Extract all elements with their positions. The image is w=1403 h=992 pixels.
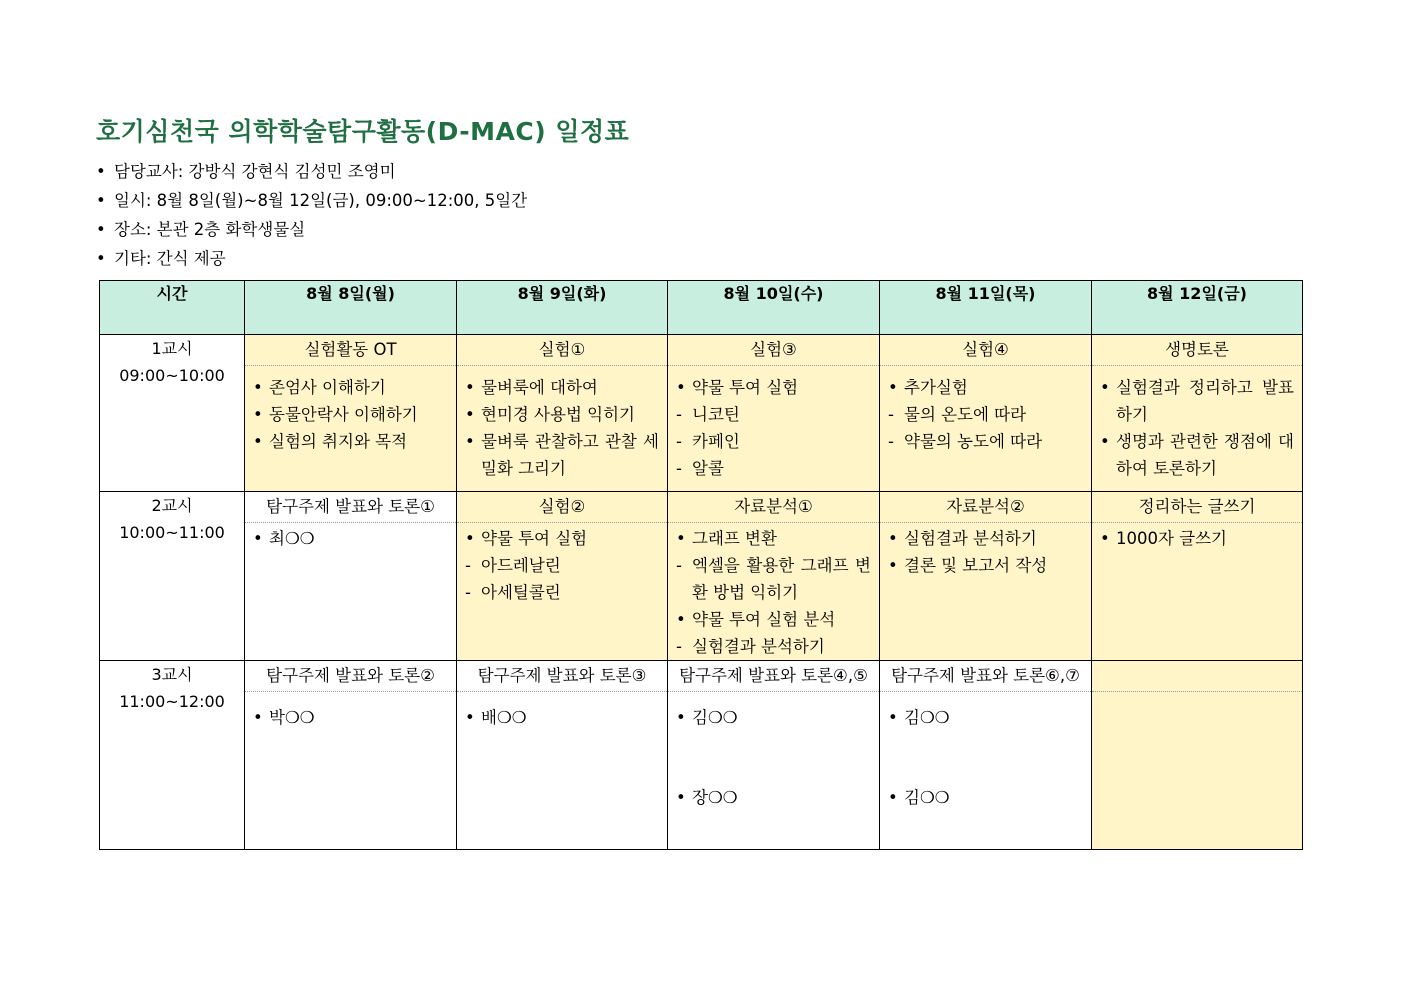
activity-items [457, 366, 667, 482]
info-item-teachers: • 담당교사: 강방식 강현식 김성민 조영미 [96, 157, 527, 186]
period-label [100, 335, 245, 492]
period-time: 10:00~11:00 [119, 523, 225, 542]
header-day-1: 8월 8일(월) [245, 281, 457, 335]
activity-items [880, 523, 1091, 579]
activity-title: 실험① [457, 335, 667, 366]
schedule-cell [245, 492, 457, 661]
schedule-cell [1092, 335, 1303, 492]
list-item: • 실험결과 정리하고 발표하기 [1100, 378, 1294, 424]
list-item: - 니코틴 [676, 405, 740, 424]
info-text: 기타: 간식 제공 [114, 249, 226, 268]
list-item: • 약물 투여 실험 [676, 378, 799, 397]
header-time: 시간 [100, 281, 245, 335]
header-day-3: 8월 10일(수) [668, 281, 880, 335]
activity-title: 탐구주제 발표와 토론① [245, 492, 456, 523]
list-item: - 알콜 [676, 459, 724, 478]
list-item: • 박❍❍ [253, 708, 315, 727]
activity-title: 실험② [457, 492, 667, 523]
list-item: - 아세틸콜린 [465, 583, 561, 602]
header-day-2: 8월 9일(화) [457, 281, 668, 335]
header-day-4: 8월 11일(목) [880, 281, 1092, 335]
info-text: 장소: 본관 2층 화학생물실 [114, 220, 306, 239]
activity-items [880, 366, 1091, 455]
activity-title: 자료분석① [668, 492, 879, 523]
list-item: - 약물의 농도에 따라 [888, 432, 1043, 451]
list-item: - 아드레날린 [465, 556, 561, 575]
activity-items [668, 366, 879, 482]
activity-items [245, 692, 456, 731]
schedule-cell-empty [1092, 661, 1303, 850]
list-item: • 생명과 관련한 쟁점에 대하여 토론하기 [1100, 432, 1294, 478]
activity-title: 탐구주제 발표와 토론⑥,⑦ [880, 661, 1091, 692]
list-item: • 동물안락사 이해하기 [253, 405, 418, 424]
activity-title: 실험④ [880, 335, 1091, 366]
list-item: - 물의 온도에 따라 [888, 405, 1027, 424]
list-item: • 그래프 변환 [676, 529, 777, 548]
list-item: • 물벼룩에 대하여 [465, 378, 598, 397]
activity-title: 실험활동 OT [245, 335, 456, 366]
period-time: 09:00~10:00 [119, 366, 225, 385]
period-name: 3교시 [151, 665, 193, 684]
schedule-cell [1092, 492, 1303, 661]
activity-items [668, 692, 879, 811]
schedule-cell [457, 492, 668, 661]
list-item: • 추가실험 [888, 378, 968, 397]
schedule-cell [880, 661, 1092, 850]
list-item: - 실험결과 분석하기 [676, 637, 825, 656]
activity-title [1092, 661, 1302, 692]
activity-title: 탐구주제 발표와 토론② [245, 661, 456, 692]
info-list [96, 157, 527, 273]
activity-title: 생명토론 [1092, 335, 1302, 366]
list-item: • 약물 투여 실험 분석 [676, 610, 836, 629]
activity-items [245, 523, 456, 552]
list-item: - 카페인 [676, 432, 740, 451]
activity-items [1092, 366, 1302, 482]
activity-items [668, 523, 879, 660]
info-item-place: • 장소: 본관 2층 화학생물실 [96, 215, 527, 244]
schedule-cell [668, 335, 880, 492]
period-name: 2교시 [151, 496, 193, 515]
schedule-cell [245, 335, 457, 492]
period-time: 11:00~12:00 [119, 692, 225, 711]
period-name: 1교시 [151, 339, 193, 358]
list-item: • 최❍❍ [253, 529, 315, 548]
info-text: 일시: 8월 8일(월)~8월 12일(금), 09:00~12:00, 5일간 [114, 191, 528, 210]
list-item: • 결론 및 보고서 작성 [888, 556, 1048, 575]
list-item: • 물벼룩 관찰하고 관찰 세밀화 그리기 [465, 432, 659, 478]
list-item: • 장❍❍ [676, 788, 738, 807]
activity-items [1092, 523, 1302, 552]
schedule-cell [245, 661, 457, 850]
list-item: • 김❍❍ [676, 708, 738, 727]
list-item: • 존엄사 이해하기 [253, 378, 386, 397]
list-item: • 김❍❍ [888, 708, 950, 727]
schedule-cell [457, 335, 668, 492]
schedule-cell [668, 492, 880, 661]
activity-title: 탐구주제 발표와 토론④,⑤ [668, 661, 879, 692]
activity-items [457, 523, 667, 606]
schedule-cell [880, 335, 1092, 492]
schedule-cell [880, 492, 1092, 661]
list-item: • 실험의 취지와 목적 [253, 432, 408, 451]
schedule-cell [668, 661, 880, 850]
list-item: - 엑셀을 활용한 그래프 변환 방법 익히기 [676, 556, 871, 602]
header-day-5: 8월 12일(금) [1092, 281, 1303, 335]
period-label [100, 492, 245, 661]
list-item: • 배❍❍ [465, 708, 527, 727]
period-row-3 [100, 661, 1303, 850]
period-label [100, 661, 245, 850]
period-row-1 [100, 335, 1303, 492]
activity-title: 자료분석② [880, 492, 1091, 523]
list-item: • 실험결과 분석하기 [888, 529, 1037, 548]
activity-title: 정리하는 글쓰기 [1092, 492, 1302, 523]
schedule-cell [457, 661, 668, 850]
list-item: • 약물 투여 실험 [465, 529, 588, 548]
period-row-2 [100, 492, 1303, 661]
info-item-date: • 일시: 8월 8일(월)~8월 12일(금), 09:00~12:00, 5일간 [96, 186, 527, 215]
info-item-etc: • 기타: 간식 제공 [96, 244, 527, 273]
list-item: • 현미경 사용법 익히기 [465, 405, 635, 424]
activity-title: 탐구주제 발표와 토론③ [457, 661, 667, 692]
list-item: • 1000자 글쓰기 [1100, 529, 1227, 548]
activity-title: 실험③ [668, 335, 879, 366]
page-title: 호기심천국 의학학술탐구활동(D-MAC) 일정표 [96, 117, 630, 146]
list-item: • 김❍❍ [888, 788, 950, 807]
header-row [100, 281, 1303, 335]
activity-items [880, 692, 1091, 811]
activity-items [457, 692, 667, 731]
schedule-table [99, 280, 1303, 850]
activity-items [245, 366, 456, 455]
info-text: 담당교사: 강방식 강현식 김성민 조영미 [114, 162, 396, 181]
